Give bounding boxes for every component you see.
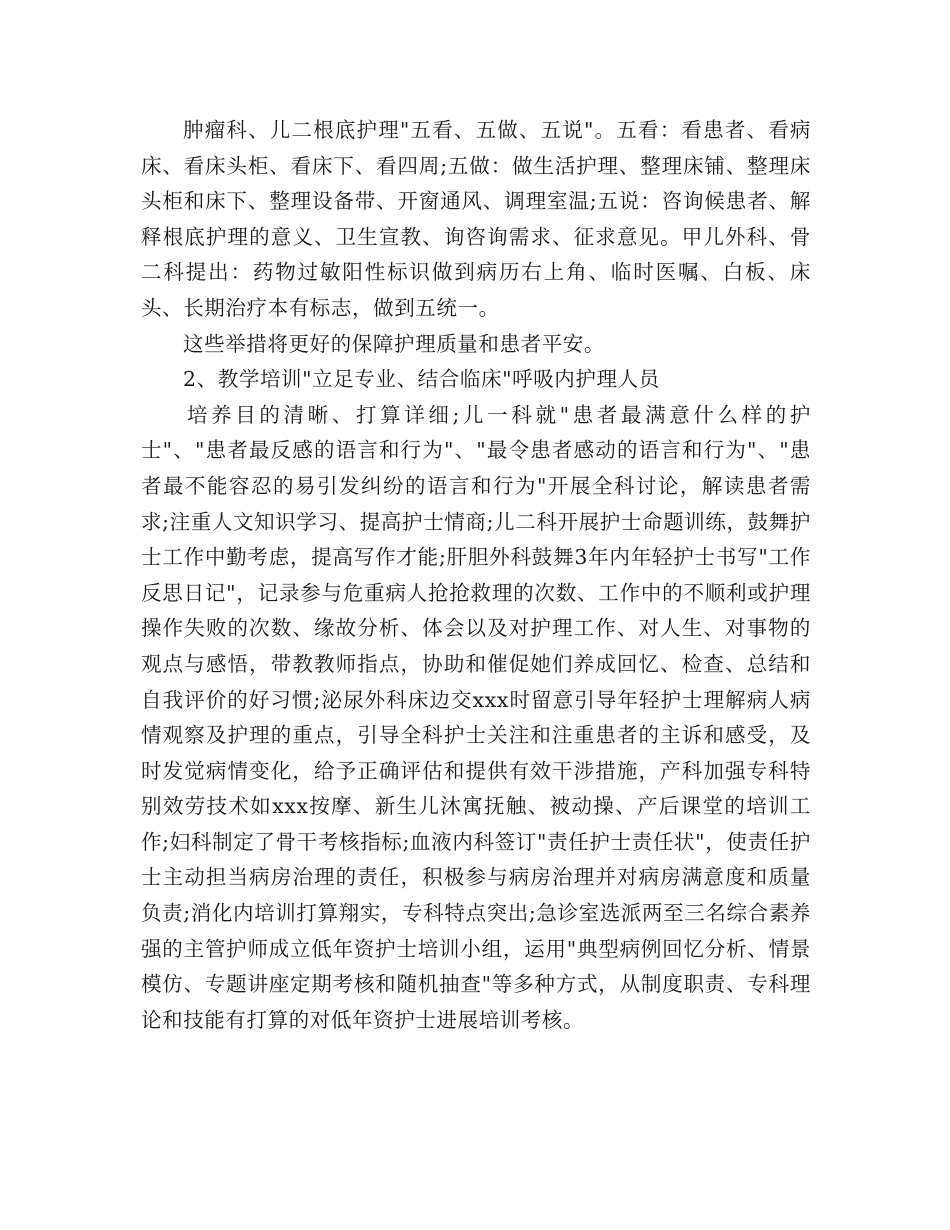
paragraph-basic-nursing: 肿瘤科、儿二根底护理"五看、五做、五说"。五看：看患者、看病床、看床头柜、看床下、看四周;五做：做生活护理、整理床铺、整理床头柜和床下、整理设备带、开窗通风、调理室温;五说：咨询候患者、解释根底护理的意义、卫生宣教、询咨询需求、征求意见。甲儿外科、骨二科提出：药物过敏阳性标识做到病历右上角、临时医嘱、白板、床头、长期治疗本有标志，做到五统一。 [141,118,811,320]
paragraph-measures-summary: 这些举措将更好的保障护理质量和患者平安。 [183,331,605,356]
document-body [141,113,811,1038]
section-heading-teaching-training: 2、教学培训"立足专业、结合临床"呼吸内护理人员 [183,367,660,392]
paragraph-training-details: 培养目的清晰、打算详细;儿一科就"患者最满意什么样的护士"、"患者最反感的语言和行为"、"最令患者感动的语言和行为"、"患者最不能容忍的易引发纠纷的语言和行为"开展全科讨论，解读患者需求;注重人文知识学习、提高护士情商;儿二科开展护士命题训练，鼓舞护士工作中勤考虑，提高写作才能;肝胆外科鼓舞3年内年轻护士书写"工作反思日记"，记录参与危重病人抢抢救理的次数、工作中的不顺利或护理操作失败的次数、缘故分析、体会以及对护理工作、对人生、对事物的观点与感悟，带教教师指点，协助和催促她们养成回忆、检查、总结和自我评价的好习惯;泌尿外科床边交xxx时留意引导年轻护士理解病人病情观察及护理的重点，引导全科护士关注和注重患者的主诉和感受，及时发觉病情变化，给予正确评估和提供有效干涉措施，产科加强专科特别效劳技术如xxx按摩、新生儿沐寓抚触、被动操、产后课堂的培训工作;妇科制定了骨干考核指标;血液内科签订"责任护士责任状"，使责任护士主动担当病房治理的责任，积极参与病房治理并对病房满意度和质量负责;消化内培训打算翔实，专科特点突出;急诊室选派两至三名综合素养强的主管护师成立低年资护士培训小组，运用"典型病例回忆分析、情景模仿、专题讲座定期考核和随机抽查"等多种方式，从制度职责、专科理论和技能有打算的对低年资护士进展培训考核。 [141,402,811,1032]
